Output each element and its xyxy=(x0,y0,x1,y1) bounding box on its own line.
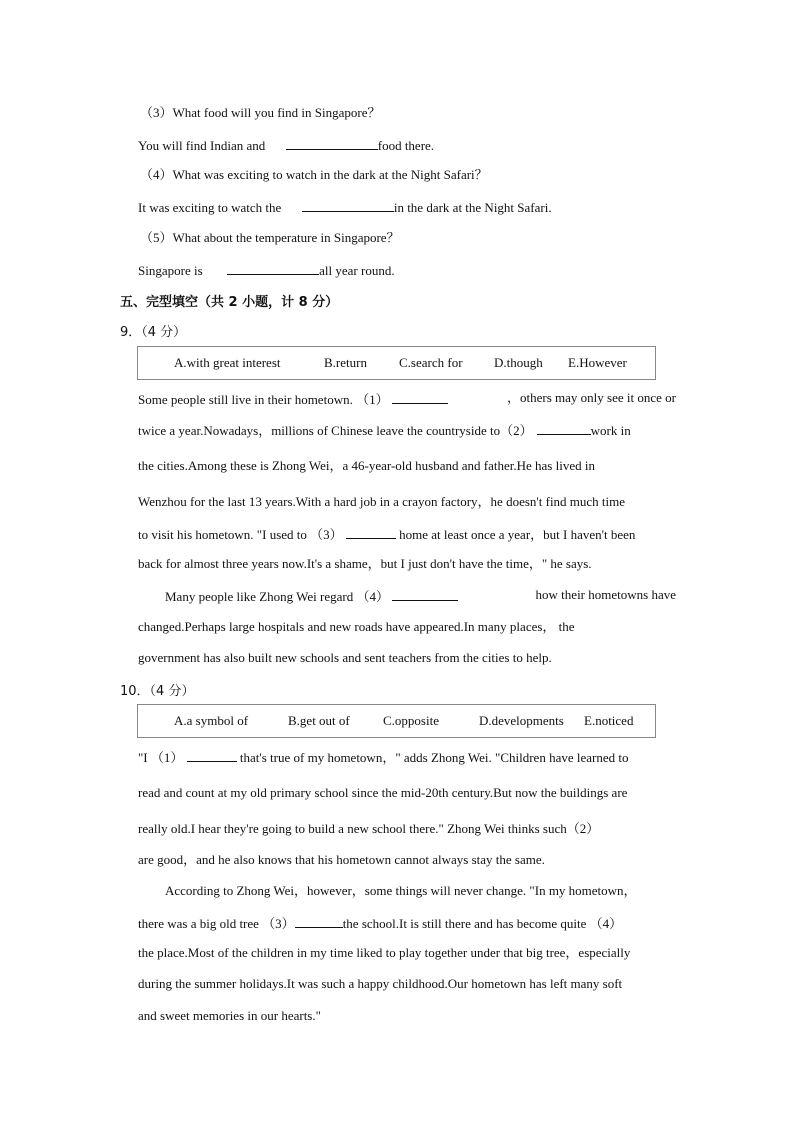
cloze-blank-1[interactable] xyxy=(392,389,448,404)
answer-4-line: It was exciting to watch the in the dark at the Night Safari. xyxy=(138,197,676,217)
passage-line: really old.I hear they're going to build a new school there." Zhong Wei thinks such（2） xyxy=(138,821,600,836)
answer-3-line: You will find Indian and food there. xyxy=(138,135,676,155)
passage-line: back for almost three years now.It's a shame，but I just don't have the time，" he says. xyxy=(138,556,592,571)
passage-line: Wenzhou for the last 13 years.With a hard job in a crayon factory，he doesn't find much time xyxy=(138,494,626,509)
passage-line: "I （1） that's true of my hometown，" adds Zhong Wei. "Children have learned to xyxy=(138,747,676,767)
q9-options-box xyxy=(137,346,656,380)
passage-line: twice a year.Nowadays，millions of Chinese leave the countryside to（2） work in xyxy=(138,420,676,440)
answer-blank[interactable] xyxy=(286,135,378,150)
passage-line: there was a big old tree （3） the school.It is still there and has become quite （4） xyxy=(138,913,676,933)
passage-line: Many people like Zhong Wei regard （4） how their hometowns have xyxy=(165,587,676,604)
passage-line: government has also built new schools and sent teachers from the cities to help. xyxy=(138,650,552,665)
question-4: （4）What was exciting to watch in the dark at the Night Safari？ xyxy=(140,167,488,182)
option-a: A.with great interest xyxy=(174,355,281,370)
passage-line: the place.Most of the children in my time liked to play together under that big tree，especially xyxy=(138,945,631,960)
cloze-blank-3[interactable] xyxy=(295,913,343,928)
option-b: B.get out of xyxy=(288,713,350,728)
passage-line: changed.Perhaps large hospitals and new roads have appeared.In many places， the xyxy=(138,619,575,634)
option-a: A.a symbol of xyxy=(174,713,249,728)
option-b: B.return xyxy=(324,355,367,370)
passage-line: and sweet memories in our hearts." xyxy=(138,1008,321,1023)
passage-line: According to Zhong Wei，however，some things will never change. "In my hometown， xyxy=(165,883,637,898)
passage-line: the cities.Among these is Zhong Wei，a 46-year-old husband and father.He has lived in xyxy=(138,458,595,473)
option-c: C.search for xyxy=(399,355,463,370)
option-d: D.though xyxy=(494,355,543,370)
option-c: C.opposite xyxy=(383,713,439,728)
passage-line: Some people still live in their hometown. （1） ，others may only see it once or xyxy=(138,390,676,407)
answer-blank[interactable] xyxy=(302,197,394,212)
question-9-number: 9．（4 分） xyxy=(120,325,187,340)
question-10-number: 10．（4 分） xyxy=(120,684,195,699)
option-e: E.However xyxy=(568,355,627,370)
answer-blank[interactable] xyxy=(227,260,319,275)
cloze-blank-1[interactable] xyxy=(187,747,237,762)
passage-line: during the summer holidays.It was such a happy childhood.Our hometown has left many soft xyxy=(138,976,623,991)
cloze-blank-2[interactable] xyxy=(537,420,591,435)
option-d: D.developments xyxy=(479,713,564,728)
section-heading: 五、完型填空（共 2 小题，计 8 分） xyxy=(120,295,339,310)
question-3: （3）What food will you find in Singapore？ xyxy=(140,105,381,120)
passage-line: are good，and he also knows that his hometown cannot always stay the same. xyxy=(138,852,545,867)
cloze-blank-3[interactable] xyxy=(346,524,396,539)
question-5: （5）What about the temperature in Singapore？ xyxy=(140,230,400,245)
answer-5-line: Singapore is all year round. xyxy=(138,260,676,280)
q10-options-box xyxy=(137,704,656,738)
passage-line: to visit his hometown. "I used to （3） home at least once a year，but I haven't been xyxy=(138,524,676,544)
cloze-blank-4[interactable] xyxy=(392,586,458,601)
passage-line: read and count at my old primary school since the mid-20th century.But now the buildings are xyxy=(138,785,628,800)
option-e: E.noticed xyxy=(584,713,634,728)
